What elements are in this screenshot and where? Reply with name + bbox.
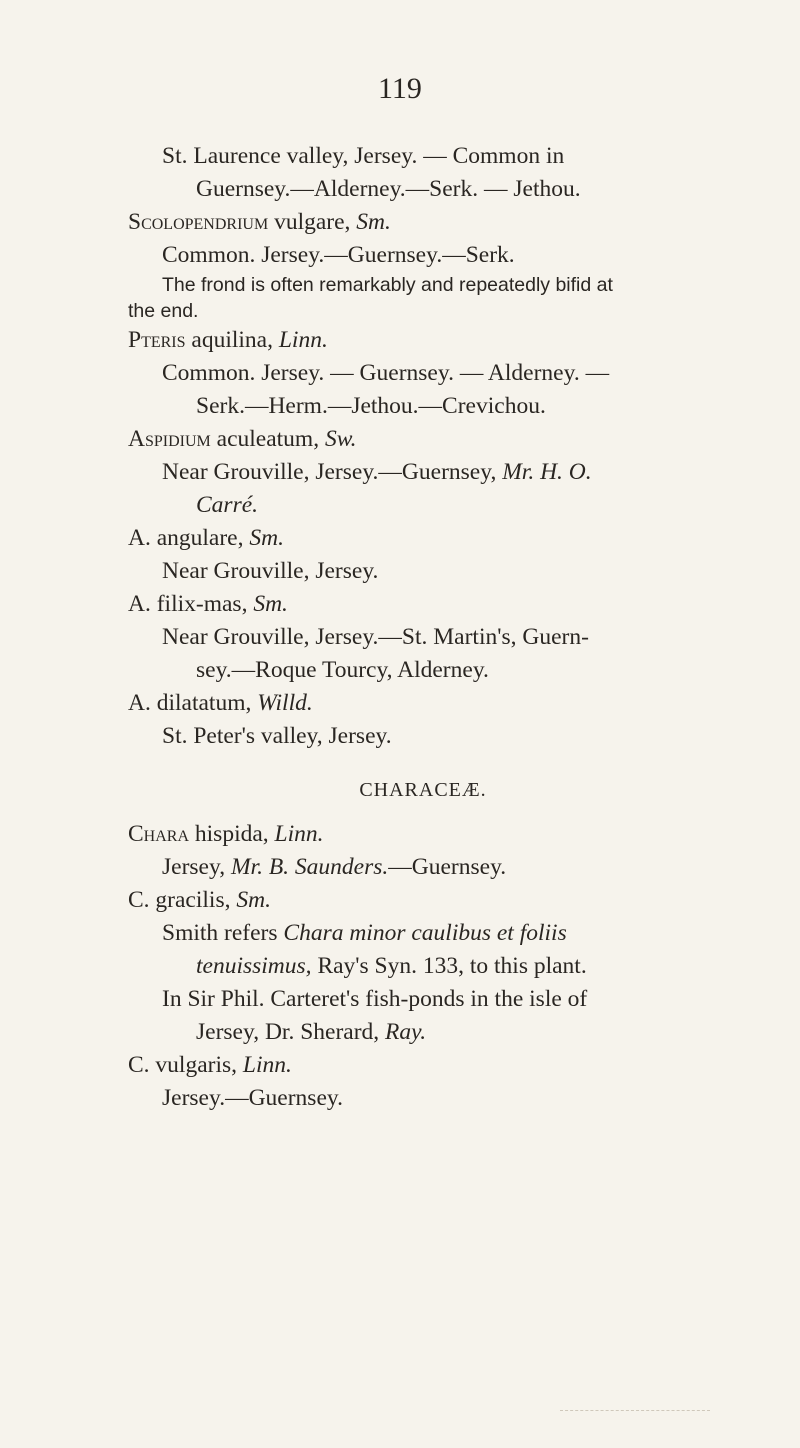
text-line [128,555,718,588]
text-segment: Common. Jersey.—Guernsey.—Serk. [162,242,515,268]
text-line [128,1082,718,1115]
text-segment: Serk.—Herm.—Jethou.—Crevichou. [196,393,546,419]
text-segment: aculeatum, [210,426,325,452]
chara-entries [128,818,718,1115]
text-segment: Willd. [257,690,313,716]
text-segment: C. gracilis, [128,887,237,913]
text-line [128,654,718,687]
text-line [128,390,718,423]
text-segment: Aspidium [128,426,211,452]
text-line [128,140,718,173]
text-segment: Jersey.—Guernsey. [162,1085,343,1111]
text-line [128,950,718,983]
text-segment: Chara [128,821,190,847]
text-segment: Scolopendrium [128,209,269,235]
text-segment: Carré. [196,492,259,518]
text-segment: aquilina, [185,327,279,353]
text-segment: Jersey, Dr. Sherard, [196,1019,386,1045]
text-segment: sey.—Roque Tourcy, Alderney. [196,657,489,683]
text-segment: A. angulare, [128,525,250,551]
text-line [128,357,718,390]
text-line [128,884,718,917]
text-line [128,983,718,1016]
text-segment: A. dilatatum, [128,690,258,716]
text-segment: The frond is often remarkably and repeatedly bifid at [162,274,613,296]
text-segment: Guernsey.—Alderney.—Serk. — Jethou. [196,176,581,202]
text-line [128,456,718,489]
text-segment: vulgare, [268,209,357,235]
text-segment: Near Grouville, Jersey.—Guernsey, [162,459,503,485]
text-line [128,917,718,950]
text-segment: Sm. [356,209,391,235]
text-line [128,588,718,621]
text-line [128,1049,718,1082]
text-line [128,298,718,324]
text-segment: St. Laurence valley, Jersey. — Common in [162,143,565,169]
text-line [128,851,718,884]
text-segment: C. vulgaris, [128,1052,243,1078]
text-segment: Sm. [249,525,284,551]
text-line [128,206,718,239]
text-segment: A. filix-mas, [128,591,254,617]
text-line [128,522,718,555]
text-segment: Near Grouville, Jersey.—St. Martin's, Guern- [162,624,589,650]
text-line [128,1016,718,1049]
text-segment: In Sir Phil. Carteret's fish-ponds in the isle of [162,986,588,1012]
text-segment: St. Peter's valley, Jersey. [162,723,392,749]
text-line [128,324,718,357]
text-segment: Mr. H. O. [502,459,592,485]
text-segment: Ray's Syn. 133, to this plant. [311,953,587,979]
text-segment: Sw. [324,426,357,452]
text-line [128,621,718,654]
text-segment: Sm. [236,887,271,913]
text-segment: the end. [128,300,199,322]
section-heading: CHARACEÆ. [359,779,487,801]
text-segment: Common. Jersey. — Guernsey. — Alderney. — [162,360,610,386]
text-segment: Linn. [274,821,324,847]
text-segment: Linn. [278,327,328,353]
text-segment: Sm. [253,591,288,617]
text-segment: Chara minor caulibus et foliis [283,920,567,946]
text-line [128,239,718,272]
text-segment: Linn. [242,1052,292,1078]
text-line [128,687,718,720]
fern-entries [128,140,718,753]
text-line [128,423,718,456]
text-segment: Pteris [128,327,186,353]
text-segment: hispida, [189,821,275,847]
text-segment: tenuissimus, [196,953,312,979]
text-line [128,818,718,851]
text-segment: —Guernsey. [388,854,507,880]
page-number: 119 [378,72,422,105]
text-line [128,720,718,753]
text-line [128,272,718,298]
footer-rule [560,1410,710,1411]
text-line [128,173,718,206]
text-line [128,489,718,522]
text-segment: Near Grouville, Jersey. [162,558,379,584]
text-segment: Mr. B. Saunders. [230,854,389,880]
page-body [128,140,718,1115]
text-segment: Smith refers [162,920,284,946]
text-segment: Jersey, [162,854,231,880]
text-segment: Ray. [385,1019,427,1045]
